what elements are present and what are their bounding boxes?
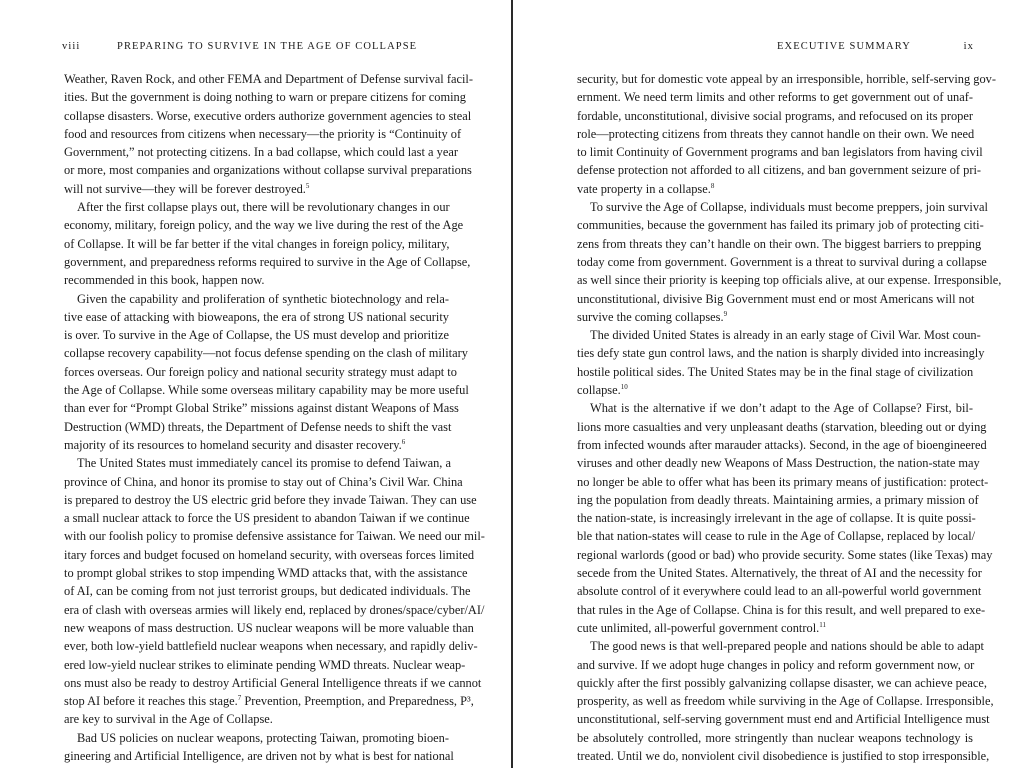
body-text [577, 70, 1002, 765]
text-line [64, 253, 471, 271]
line-text: are key to survival in the Age of Collapse. [64, 712, 273, 727]
line-text: of Collapse. It will be far better if the vital changes in foreign policy, military, [64, 236, 450, 251]
line-text: recommended in this book, happen now. [64, 273, 265, 288]
text-line [64, 161, 472, 179]
line-text: defense protection not afforded to all citizens, and ban government seizure of pri- [577, 163, 982, 178]
line-text: ons must also be ready to destroy Artificial General Intelligence threats if we cannot [64, 675, 482, 690]
text-line [64, 235, 449, 253]
line-text: Government,” not protecting citizens. In a bad collapse, which could last a year [64, 145, 458, 160]
text-line [577, 436, 987, 454]
line-text: The divided United States is already in an early stage of Civil War. Most coun- [590, 328, 981, 343]
text-line [577, 70, 996, 88]
line-text: is prepared to destroy the US electric grid before they invade Taiwan. They can use [64, 492, 477, 507]
line-text: food and resources from citizens when necessary—the priority is “Continuity of [64, 126, 462, 141]
line-text: treated. Until we do, nonviolent civil disobedience is justified to stop irresponsible, [577, 748, 990, 763]
line-text: and survive. If we adopt huge changes in policy and reform government now, or [577, 657, 975, 672]
text-line [577, 527, 976, 545]
line-text: of AI, can be coming from not just terrorist groups, but dedicated individuals. The [64, 584, 471, 599]
text-line [577, 692, 994, 710]
line-text: cute unlimited, all-powerful government control. [577, 620, 820, 635]
text-line [64, 143, 458, 161]
text-line [64, 418, 452, 436]
text-line [64, 710, 449, 728]
text-line [577, 729, 973, 747]
line-text: as well since their priority is keeping top officials alive, at our expense. Irresponsible, [577, 273, 1002, 288]
text-line [64, 70, 473, 88]
line-text: quickly after the first possibly galvanizing collapse disaster, we can achieve peace, [577, 675, 987, 690]
text-line [64, 692, 474, 710]
line-text: secede from the United States. Alternatively, the threat of AI and the necessity for [577, 566, 982, 581]
line-text: To survive the Age of Collapse, individuals must become preppers, join survival [590, 200, 988, 215]
text-line [577, 326, 981, 344]
line-text: collapse recovery capability—not focus defense spending on the clash of military [64, 346, 468, 361]
line-text: prosperity, as well as freedom while surviving in the Age of Collapse. Irresponsible, [577, 694, 994, 709]
text-line [577, 107, 973, 125]
text-line [577, 88, 973, 106]
text-line [64, 198, 449, 216]
text-line [577, 656, 973, 674]
text-line [577, 710, 990, 728]
text-line [577, 546, 993, 564]
footnote-marker: 7 [237, 694, 242, 703]
footnote-marker: 8 [710, 181, 715, 190]
line-text: a small nuclear attack to force the US president to abandon Taiwan if we continue [64, 511, 470, 526]
text-line [577, 381, 973, 399]
line-text-continued: Prevention, Preemption, and Preparedness, P³, [241, 694, 474, 709]
line-text: ever, both low-yield battlefield nuclear weapons when necessary, and rapidly deliv- [64, 639, 478, 654]
line-text: economy, military, foreign policy, and the way we live during the rest of the Age [64, 218, 464, 233]
text-line [64, 88, 466, 106]
line-text: forces overseas. Our foreign policy and national security strategy must adapt to [64, 364, 457, 379]
text-line [577, 619, 973, 637]
text-line [577, 637, 984, 655]
line-text: no longer be able to offer what has been its primary means of justification: protect- [577, 474, 989, 489]
text-line [577, 253, 987, 271]
line-text: ities. But the government is doing nothing to warn or prepare citizens for coming [64, 90, 466, 105]
footnote-marker: 11 [819, 620, 826, 629]
text-line [577, 271, 1002, 289]
text-line [64, 180, 449, 198]
text-line [64, 747, 454, 765]
body-text [64, 70, 485, 765]
text-line [64, 326, 449, 344]
text-line [64, 656, 466, 674]
text-line [64, 271, 449, 289]
line-text: will not survive—they will be forever destroyed. [64, 181, 306, 196]
text-line [64, 107, 472, 125]
text-line [577, 290, 973, 308]
text-line [64, 399, 459, 417]
line-text: absolute control of it everywhere could lead to an all-powerful world government [577, 584, 982, 599]
text-line [577, 363, 973, 381]
text-line [64, 308, 449, 326]
line-text: to limit Continuity of Government programs and ban legislators from having civil [577, 145, 983, 160]
text-line [577, 125, 973, 143]
text-line [64, 381, 469, 399]
line-text: Given the capability and proliferation of synthetic biotechnology and rela- [77, 291, 449, 306]
line-text: era of clash with overseas armies will likely end, replaced by drones/space/cyber/AI/ [64, 602, 485, 617]
text-line [64, 216, 464, 234]
text-line [64, 637, 478, 655]
text-line [64, 454, 449, 472]
text-line [64, 546, 475, 564]
text-line [64, 601, 485, 619]
line-text: ered low-yield nuclear strikes to eliminate pending WMD threats. Nuclear weap- [64, 657, 466, 672]
text-line [577, 161, 982, 179]
line-text: The good news is that well-prepared people and nations should be able to adapt [590, 639, 984, 654]
line-text: unconstitutional, divisive Big Government must end or most Americans will not [577, 291, 975, 306]
running-head [576, 39, 974, 55]
text-line [64, 564, 468, 582]
line-text: role—protecting citizens from threats they cannot handle on their own. We need [577, 126, 975, 141]
line-text: communities, because the government has failed its primary job of protecting citi- [577, 218, 984, 233]
right-page [513, 0, 1024, 768]
text-line [577, 198, 988, 216]
line-text: stop AI before it reaches this stage. [64, 694, 238, 709]
line-text: tive ease of attacking with bioweapons, the era of strong US national security [64, 309, 449, 324]
text-line [577, 473, 989, 491]
footnote-marker: 10 [620, 383, 628, 392]
text-line [64, 509, 470, 527]
line-text: gineering and Artificial Intelligence, are driven not by what is best for national [64, 748, 454, 763]
text-line [64, 729, 449, 747]
line-text: survive the coming collapses. [577, 309, 724, 324]
text-line [577, 399, 973, 417]
line-text: Bad US policies on nuclear weapons, protecting Taiwan, promoting bioen- [77, 730, 449, 745]
line-text: lions more casualties and very unpleasant deaths (starvation, bleeding out or dying [577, 419, 987, 434]
line-text: ties defy state gun control laws, and the nation is sharply divided into increasingly [577, 346, 985, 361]
text-line [577, 454, 980, 472]
text-line [64, 491, 477, 509]
line-text: or more, most companies and organizations without collapse survival preparations [64, 163, 472, 178]
page-number: ix [963, 41, 974, 52]
running-head [62, 39, 450, 55]
line-text: fordable, unconstitutional, divisive social programs, and refocused on its proper [577, 108, 973, 123]
text-line [577, 674, 987, 692]
text-line [64, 125, 462, 143]
line-text: security, but for domestic vote appeal by an irresponsible, horrible, self-serving gov- [577, 72, 996, 86]
line-text: Weather, Raven Rock, and other FEMA and Department of Defense survival facil- [64, 72, 473, 86]
text-line [64, 363, 457, 381]
line-text: majority of its resources to homeland security and disaster recovery. [64, 437, 402, 452]
text-line [577, 601, 986, 619]
line-text: with our foolish policy to promise defensive assistance for Taiwan. We need our mil- [64, 529, 485, 544]
line-text: collapse disasters. Worse, executive orders authorize government agencies to steal [64, 108, 472, 123]
text-line [577, 418, 987, 436]
line-text: Destruction (WMD) threats, the Department of Defense needs to shift the vast [64, 419, 452, 434]
text-line [577, 747, 990, 765]
text-line [64, 619, 474, 637]
line-text: from infected wounds after marauder attacks). Second, in the age of bioengineered [577, 437, 987, 452]
line-text: is over. To survive in the Age of Collapse, the US must develop and prioritize [64, 328, 449, 343]
line-text: ernment. We need term limits and other reforms to get government out of unaf- [577, 90, 973, 105]
line-text: province of China, and honor its promise to stay out of China’s Civil War. China [64, 474, 463, 489]
line-text: The United States must immediately cancel its promise to defend Taiwan, a [77, 456, 451, 471]
line-text: unconstitutional, self-serving government must end and Artificial Intelligence must [577, 712, 990, 727]
line-text: be absolutely controlled, more stringently than nuclear weapons technology is [577, 730, 973, 745]
text-line [577, 216, 984, 234]
text-line [577, 180, 973, 198]
line-text: hostile political sides. The United States may be in the final stage of civilization [577, 364, 974, 379]
line-text: today come from government. Government is a threat to survival during a collapse [577, 254, 987, 269]
text-line [577, 143, 983, 161]
footnote-marker: 6 [401, 437, 406, 446]
text-line [577, 491, 979, 509]
text-line [577, 564, 982, 582]
line-text: vate property in a collapse. [577, 181, 711, 196]
text-line [64, 674, 482, 692]
line-text: than ever for “Prompt Global Strike” missions against distant Weapons of Mass [64, 401, 459, 416]
line-text: zens from threats they can’t handle on their own. The biggest barriers to prepping [577, 236, 982, 251]
text-line [64, 436, 449, 454]
text-line [577, 235, 982, 253]
footnote-marker: 5 [305, 181, 310, 190]
text-line [577, 509, 976, 527]
line-text: regional warlords (good or bad) who provide security. Some states (like Texas) may [577, 547, 993, 562]
page-number: viii [62, 41, 81, 52]
text-line [64, 344, 468, 362]
line-text: After the first collapse plays out, there will be revolutionary changes in our [77, 200, 450, 215]
text-line [577, 582, 982, 600]
text-line [64, 527, 485, 545]
line-text: the nation-state, is increasingly irrelevant in the age of collapse. It is quite possi- [577, 511, 976, 526]
text-line [577, 308, 973, 326]
text-line [64, 473, 463, 491]
running-head-title: EXECUTIVE SUMMARY [777, 41, 911, 52]
line-text: ble that nation-states will cease to rule in the Age of Collapse, replaced by local/ [577, 529, 976, 544]
line-text: collapse. [577, 383, 621, 398]
line-text: itary forces and budget focused on homeland security, with overseas forces limited [64, 547, 475, 562]
line-text: to prompt global strikes to stop impending WMD attacks that, with the assistance [64, 566, 468, 581]
line-text: new weapons of mass destruction. US nuclear weapons will be more valuable than [64, 620, 474, 635]
line-text: What is the alternative if we don’t adapt to the Age of Collapse? First, bil- [590, 401, 973, 416]
footnote-marker: 9 [723, 309, 728, 318]
line-text: the Age of Collapse. While some overseas military capability may be more useful [64, 383, 469, 398]
line-text: ing the population from deadly threats. Maintaining armies, a primary mission of [577, 492, 979, 507]
text-line [64, 582, 471, 600]
line-text: government, and preparedness reforms required to survive in the Age of Collapse, [64, 254, 471, 269]
text-line [577, 344, 985, 362]
line-text: that rules in the Age of Collapse. China is for this result, and well prepared to exe- [577, 602, 986, 617]
text-line [64, 290, 449, 308]
running-head-title: PREPARING TO SURVIVE IN THE AGE OF COLLAPSE [117, 41, 418, 52]
line-text: viruses and other deadly new Weapons of Mass Destruction, the nation-state may [577, 456, 980, 471]
